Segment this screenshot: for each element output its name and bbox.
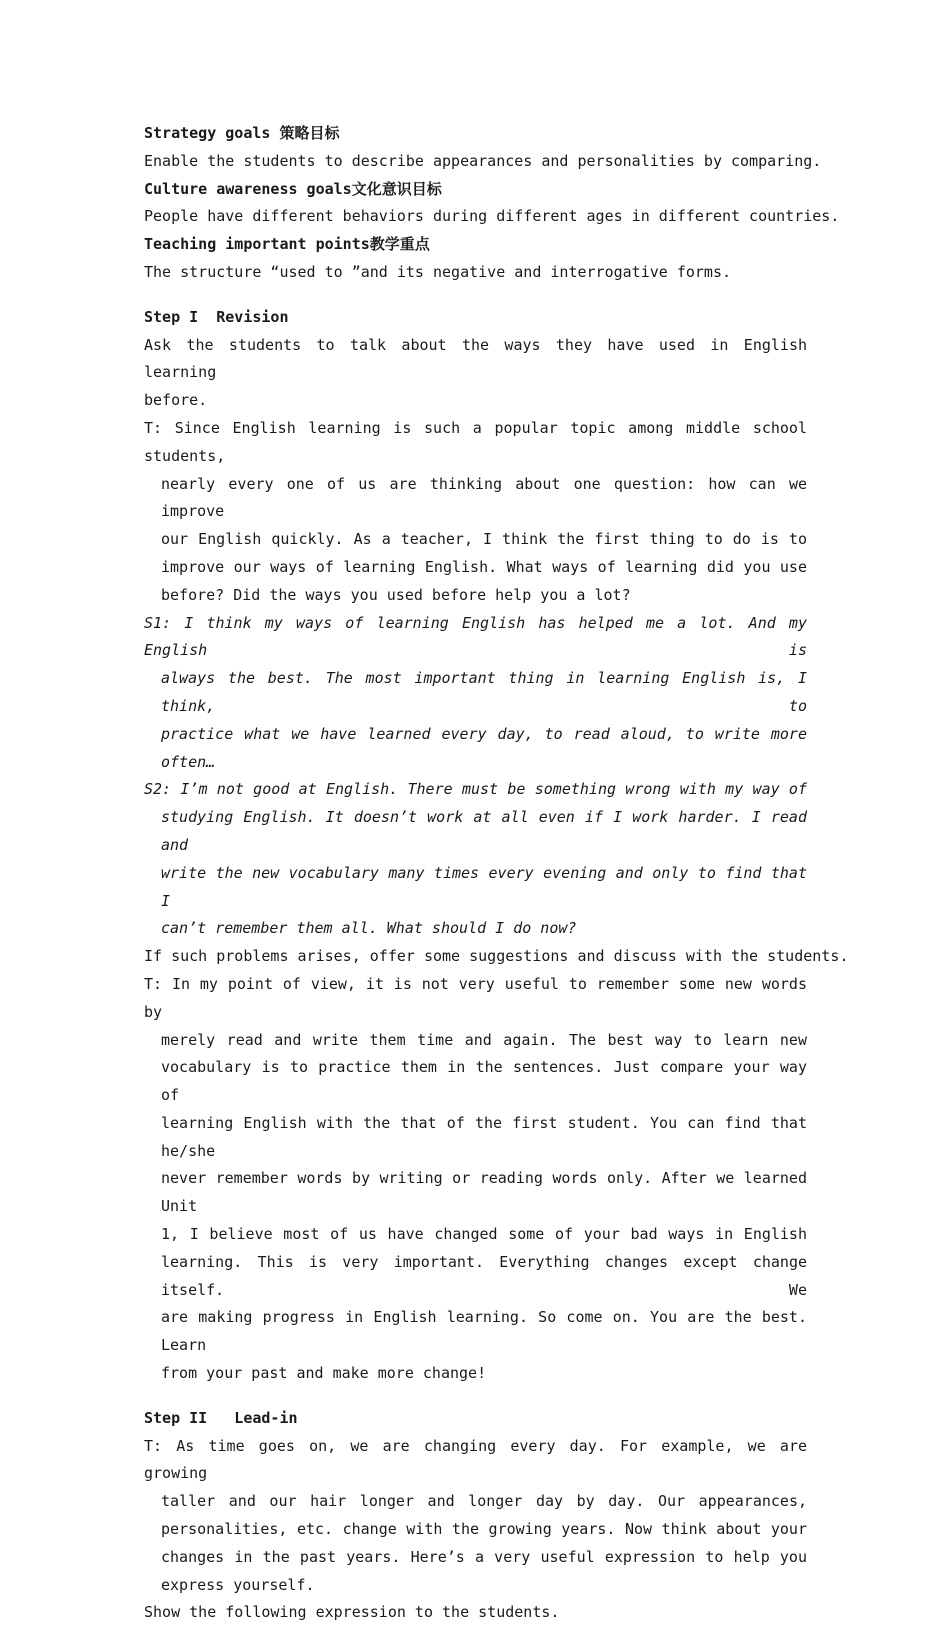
- dialogue-line: express yourself.: [161, 1575, 315, 1594]
- dialogue-line: nearly every one of us are thinking about one question: how can we improve: [161, 474, 807, 521]
- culture-goals-heading: Culture awareness goals文化意识目标: [144, 179, 442, 198]
- dialogue-line: changes in the past years. Here’s a very useful expression to help you: [161, 1547, 807, 1566]
- step2-outro: Show the following expression to the students.: [144, 1603, 560, 1622]
- dialogue-line: T: Since English learning is such a popular topic among middle school students,: [144, 418, 807, 465]
- dialogue-line: learning. This is very important. Everything changes except change itself. We: [161, 1252, 807, 1299]
- dialogue-line: T: In my point of view, it is not very useful to remember some new words by: [144, 974, 807, 1021]
- important-points-heading: Teaching important points教学重点: [144, 235, 430, 254]
- strategy-goals-heading: Strategy goals 策略目标: [144, 124, 340, 142]
- step1-intro-line: before.: [144, 391, 208, 410]
- dialogue-line: never remember words by writing or reading words only. After we learned Unit: [161, 1169, 807, 1216]
- dialogue-line: studying English. It doesn’t work at all even if I work harder. I read and: [161, 808, 807, 854]
- dialogue-line: merely read and write them time and again. The best way to learn new: [161, 1030, 807, 1049]
- step1-intro-line: Ask the students to talk about the ways they have used in English learning: [144, 335, 807, 382]
- dialogue-line: T: As time goes on, we are changing every day. For example, we are growing: [144, 1436, 807, 1483]
- teacher-dialogue-2: [144, 971, 807, 1388]
- step2-heading: Step II Lead-in: [144, 1408, 298, 1427]
- dialogue-line: S1: I think my ways of learning English has helped me a lot. And my English is: [144, 613, 807, 660]
- instruction-note: If such problems arises, offer some suggestions and discuss with the students.: [144, 947, 849, 966]
- teacher-dialogue-1: [144, 415, 807, 610]
- dialogue-line: always the best. The most important thing in learning English is, I think, to: [161, 669, 807, 715]
- dialogue-line: vocabulary is to practice them in the sentences. Just compare your way of: [161, 1058, 807, 1105]
- student2-dialogue: [144, 776, 807, 943]
- dialogue-line: learning English with the that of the first student. You can find that he/she: [161, 1113, 807, 1160]
- dialogue-line: write the new vocabulary many times every evening and only to find that I: [161, 863, 807, 910]
- dialogue-line: S2: I’m not good at English. There must be something wrong with my way of: [144, 780, 807, 799]
- teacher-dialogue-3: [144, 1433, 807, 1600]
- dialogue-line: our English quickly. As a teacher, I think the first thing to do is to: [161, 530, 807, 549]
- dialogue-line: before? Did the ways you used before help you a lot?: [161, 585, 631, 604]
- document-body: [144, 120, 849, 1627]
- step1-heading: Step I Revision: [144, 307, 289, 326]
- strategy-goals-text: Enable the students to describe appearances and personalities by comparing.: [144, 151, 822, 170]
- important-points-text: The structure “used to ”and its negative and interrogative forms.: [144, 262, 731, 281]
- dialogue-line: personalities, etc. change with the growing years. Now think about your: [161, 1520, 807, 1539]
- culture-goals-text: People have different behaviors during different ages in different countries.: [144, 207, 840, 226]
- dialogue-line: are making progress in English learning. So come on. You are the best. Learn: [161, 1308, 807, 1355]
- dialogue-line: taller and our hair longer and longer day by day. Our appearances,: [161, 1492, 807, 1511]
- dialogue-line: practice what we have learned every day, to read aloud, to write more often…: [161, 724, 807, 771]
- dialogue-line: 1, I believe most of us have changed some of your bad ways in English: [161, 1225, 807, 1244]
- dialogue-line: from your past and make more change!: [161, 1364, 487, 1383]
- dialogue-line: can’t remember them all. What should I do now?: [161, 919, 577, 938]
- dialogue-line: improve our ways of learning English. What ways of learning did you use: [161, 557, 807, 576]
- student1-dialogue: [144, 610, 807, 777]
